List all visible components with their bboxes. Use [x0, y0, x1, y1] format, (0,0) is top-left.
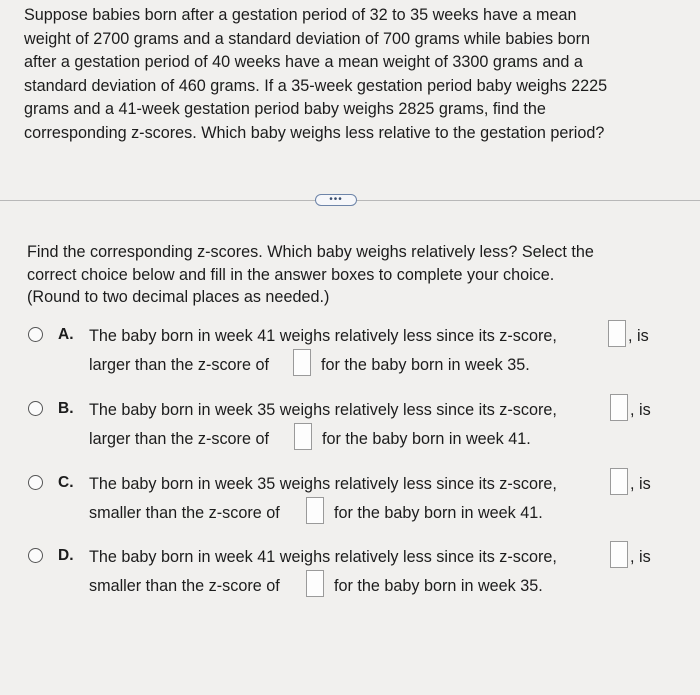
choice-d-zscore-input-2[interactable]: [306, 570, 324, 597]
choice-d-letter: D.: [58, 547, 74, 564]
choice-a-zscore-input-2[interactable]: [293, 349, 311, 376]
choice-b-suffix: , is: [630, 401, 651, 419]
instructions-line: (Round to two decimal places as needed.): [27, 288, 330, 306]
choice-a-zscore-input-1[interactable]: [608, 320, 626, 347]
choice-b-text-line2-pre: larger than the z-score of: [89, 430, 269, 448]
choice-a-radio[interactable]: [28, 327, 43, 342]
question-line: corresponding z-scores. Which baby weighs less relative to the gestation period?: [24, 123, 605, 142]
question-line: Suppose babies born after a gestation period of 32 to 35 weeks have a mean: [24, 6, 577, 24]
choice-d-zscore-input-1[interactable]: [610, 541, 628, 568]
choice-c-radio[interactable]: [28, 475, 43, 490]
choice-b-zscore-input-2[interactable]: [294, 423, 312, 450]
question-line: after a gestation period of 40 weeks have a mean weight of 3300 grams and a: [24, 53, 583, 71]
choice-a-text-line2-post: for the baby born in week 35.: [321, 356, 530, 374]
choice-c-zscore-input-1[interactable]: [610, 468, 628, 495]
question-line: grams and a 41-week gestation period baby weighs 2825 grams, find the: [24, 100, 546, 118]
choice-d-text-line2-pre: smaller than the z-score of: [89, 577, 280, 595]
choice-b[interactable]: [28, 399, 678, 459]
choice-c-text-line2-post: for the baby born in week 41.: [334, 504, 543, 522]
choice-c-zscore-input-2[interactable]: [306, 497, 324, 524]
choice-c-text-line2-pre: smaller than the z-score of: [89, 504, 280, 522]
instructions-text: [27, 241, 667, 309]
choice-c-text-line1: The baby born in week 35 weighs relatively less since its z-score,: [89, 475, 557, 493]
question-line: standard deviation of 460 grams. If a 35-week gestation period baby weighs 2225: [24, 76, 608, 95]
choice-b-text-line1: The baby born in week 35 weighs relatively less since its z-score,: [89, 401, 557, 419]
choice-b-zscore-input-1[interactable]: [610, 394, 628, 421]
choice-d-text-line2-post: for the baby born in week 35.: [334, 577, 543, 595]
choice-a-text-line2-pre: larger than the z-score of: [89, 356, 269, 374]
instructions-line: Find the corresponding z-scores. Which baby weighs relatively less? Select the: [27, 243, 594, 261]
choice-c-suffix: , is: [630, 475, 651, 493]
choice-b-radio[interactable]: [28, 401, 43, 416]
choice-a-text-line1: The baby born in week 41 weighs relatively less since its z-score,: [89, 327, 557, 345]
instructions-line: correct choice below and fill in the answer boxes to complete your choice.: [27, 265, 555, 284]
expand-more-button[interactable]: •••: [315, 194, 357, 206]
choice-d-suffix: , is: [630, 548, 651, 566]
choice-d-radio[interactable]: [28, 548, 43, 563]
question-text: [24, 4, 684, 145]
choice-b-text-line2-post: for the baby born in week 41.: [322, 430, 531, 448]
choice-d-text-line1: The baby born in week 41 weighs relatively less since its z-score,: [89, 548, 557, 566]
choice-c-letter: C.: [58, 474, 74, 491]
choice-c[interactable]: [28, 473, 678, 533]
choice-a-suffix: , is: [628, 327, 649, 345]
choice-b-letter: B.: [58, 400, 74, 417]
choice-d[interactable]: [28, 546, 678, 606]
choice-a-letter: A.: [58, 326, 74, 343]
question-line: weight of 2700 grams and a standard deviation of 700 grams while babies born: [24, 29, 591, 48]
choice-a[interactable]: [28, 325, 678, 385]
